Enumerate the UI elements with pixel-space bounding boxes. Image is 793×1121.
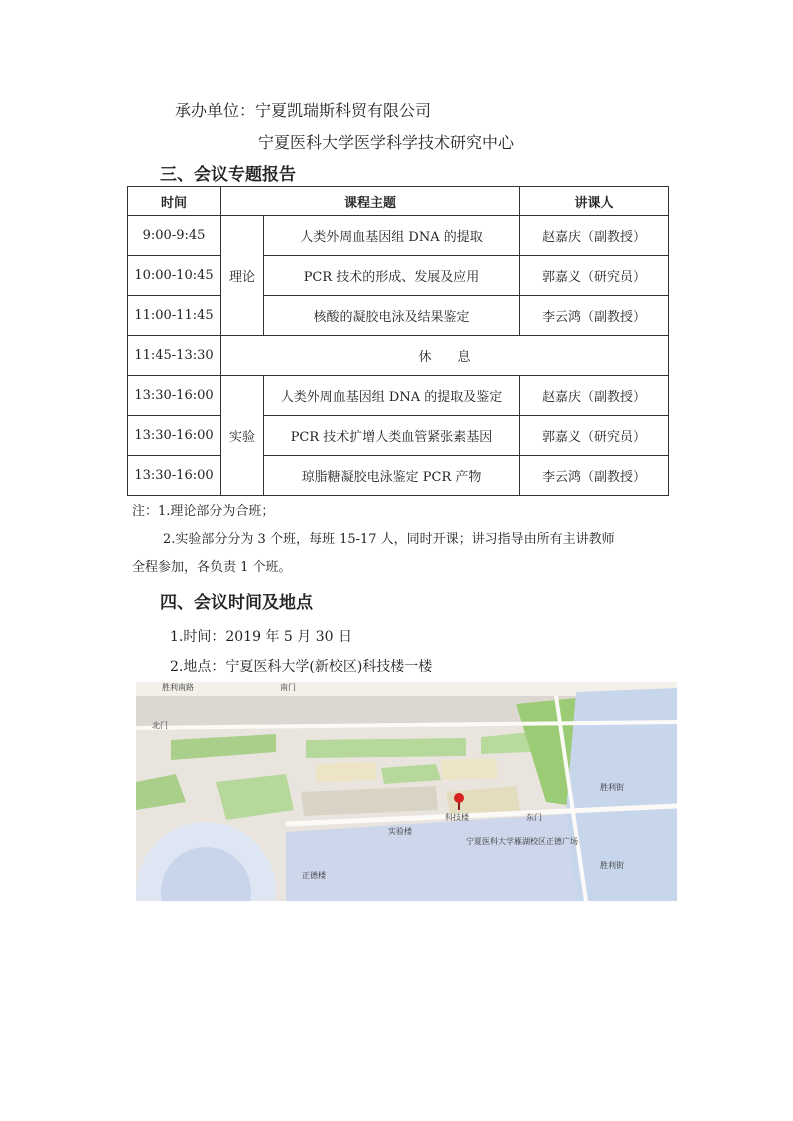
map-label-lab-building: 实验楼 [388,827,412,836]
section4-title: 四、会议时间及地点 [160,593,313,613]
map-label-zhengde-building: 正德楼 [302,871,326,880]
header-time: 时间 [128,187,221,216]
row-speaker: 李云鸿（副教授） [520,456,669,496]
note-1: 注：1.理论部分为合班； [132,504,275,519]
map-label-tech-building: 科技楼 [445,813,469,822]
table-row [128,416,669,456]
row-topic: PCR 技术的形成、发展及应用 [264,256,520,296]
meeting-location: 2.地点：宁夏医科大学(新校区)科技楼一楼 [170,659,433,675]
row-time: 9:00-9:45 [128,216,221,256]
building [316,762,376,782]
row-speaker: 郭嘉义（研究员） [520,256,669,296]
campus-map [136,682,677,901]
map-label-top-road: 胜利南路 [162,683,194,692]
map-label-street-2: 胜利街 [600,861,624,870]
organizer-line-1: 承办单位：宁夏凯瑞斯科贸有限公司 [175,101,432,120]
table-row [128,376,669,416]
note-2: 2.实验部分分为 3 个班，每班 15-17 人，同时开课；讲习指导由所有主讲教师 [163,532,615,547]
header-speaker: 讲课人 [520,187,669,216]
note-3: 全程参加，各负责 1 个班。 [132,560,292,575]
organizer-line-2: 宁夏医科大学医学科学技术研究中心 [258,133,515,152]
map-label-square: 宁夏医科大学雁湖校区正德广场 [466,837,578,846]
table-row [128,216,669,256]
row-topic: 琼脂糖凝胶电泳鉴定 PCR 产物 [264,456,520,496]
row-time: 13:30-16:00 [128,376,221,416]
table-row [128,256,669,296]
green-area [381,764,441,784]
row-topic: 人类外周血基因组 DNA 的提取 [264,216,520,256]
row-speaker: 赵嘉庆（副教授） [520,216,669,256]
green-area [216,774,294,820]
map-label-east-gate: 东门 [526,813,542,822]
building [441,758,498,780]
group-label-theory: 理论 [221,216,264,336]
green-area [306,738,466,758]
row-speaker: 郭嘉义（研究员） [520,416,669,456]
break-label: 休 息 [221,336,669,376]
row-topic: PCR 技术扩增人类血管紧张素基因 [264,416,520,456]
map-label-street-1: 胜利街 [600,783,624,792]
row-topic: 人类外周血基因组 DNA 的提取及鉴定 [264,376,520,416]
row-time: 11:00-11:45 [128,296,221,336]
map-label-north-gate: 北门 [152,721,168,730]
row-speaker: 赵嘉庆（副教授） [520,376,669,416]
map-label-south-gate: 南门 [280,683,296,692]
row-time: 13:30-16:00 [128,456,221,496]
plaza-area [286,814,576,901]
table-row-break [128,336,669,376]
schedule-table [127,186,669,496]
group-label-lab: 实验 [221,376,264,496]
row-topic: 核酸的凝胶电泳及结果鉴定 [264,296,520,336]
header-topic: 课程主题 [221,187,520,216]
meeting-time: 1.时间：2019 年 5 月 30 日 [170,629,352,645]
row-time: 11:45-13:30 [128,336,221,376]
green-area [171,734,276,760]
campus-map-svg [136,682,677,901]
row-time: 10:00-10:45 [128,256,221,296]
table-row [128,296,669,336]
table-header-row [128,187,669,216]
table-row [128,456,669,496]
green-area [136,774,186,810]
row-speaker: 李云鸿（副教授） [520,296,669,336]
row-time: 13:30-16:00 [128,416,221,456]
green-area [481,732,531,754]
section3-title: 三、会议专题报告 [160,165,296,185]
building [301,786,438,816]
